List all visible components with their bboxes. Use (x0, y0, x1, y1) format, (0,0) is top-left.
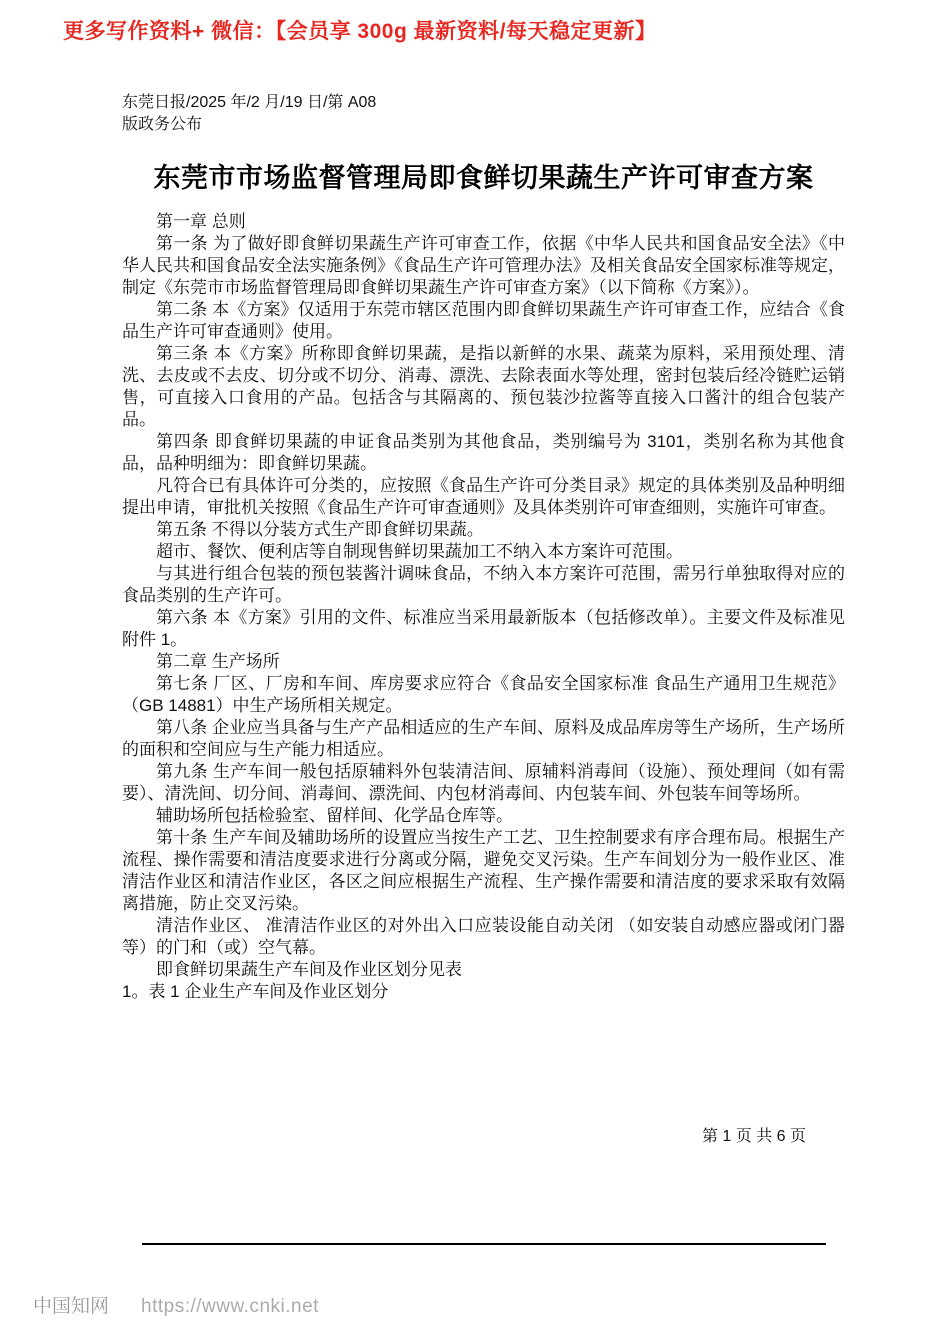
cnki-watermark (33, 1291, 319, 1318)
paragraph: 超市、餐饮、便利店等自制现售鲜切果蔬加工不纳入本方案许可范围。 (156, 542, 683, 561)
paragraph: 第九条 生产车间一般包括原辅料外包装清洁间、原辅料消毒间（设施）、预处理间（如有需要）、清洗间、切分间、消毒间、漂洗间、内包材消毒间、内包装车间、外包装车间等场所。 (122, 762, 845, 803)
paragraph: 第二章 生产场所 (156, 652, 280, 671)
paragraph: 与其进行组合包装的预包装酱汁调味食品，不纳入本方案许可范围，需另行单独取得对应的食品类别的生产许可。 (122, 564, 845, 605)
paragraph: 凡符合已有具体许可分类的，应按照《食品生产许可分类目录》规定的具体类别及品种明细提出申请，审批机关按照《食品生产许可审查通则》及具体类别许可审查细则，实施许可审查。 (122, 476, 845, 517)
paragraph: 第五条 不得以分装方式生产即食鲜切果蔬。 (156, 520, 484, 539)
paragraph: 第十条 生产车间及辅助场所的设置应当按生产工艺、卫生控制要求有序合理布局。根据生产流程、操作需要和清洁度要求进行分离或分隔，避免交叉污染。生产车间划分为一般作业区、准清洁作业区和清洁作业区，各区之间应根据生产流程、生产操作需要和清洁度的要求采取有效隔离措施，防止交叉污染。 (122, 828, 845, 913)
paragraph: 第三条 本《方案》所称即食鲜切果蔬，是指以新鲜的水果、蔬菜为原料，采用预处理、清洗、去皮或不去皮、切分或不切分、消毒、漂洗、去除表面水等处理，密封包装后经冷链贮运销售，可直接入口食用的产品。包括含与其隔离的、预包装沙拉酱等直接入口酱汁的组合包装产品。 (122, 344, 845, 429)
paragraph: 第二条 本《方案》仅适用于东莞市辖区范围内即食鲜切果蔬生产许可审查工作，应结合《食品生产许可审查通则》使用。 (122, 300, 845, 341)
source-citation-line2: 版政务公布 (122, 116, 203, 133)
cnki-url-text: https://www.cnki.net (141, 1296, 319, 1317)
promo-banner-text: 更多写作资料+ 微信：【会员享 300g 最新资料/每天稳定更新】 (63, 20, 657, 43)
paragraph: 即食鲜切果蔬生产车间及作业区划分见表 (156, 960, 462, 979)
footer-divider-line (142, 1243, 826, 1245)
paragraph: 第七条 厂区、厂房和车间、库房要求应符合《食品安全国家标准 食品生产通用卫生规范》（GB 14881）中生产场所相关规定。 (122, 674, 845, 715)
paragraph: 清洁作业区、 准清洁作业区的对外出入口应装设能自动关闭 （如安装自动感应器或闭门器等）的门和（或）空气幕。 (122, 916, 845, 957)
source-citation (122, 92, 376, 136)
source-citation-line1: 东莞日报/2025 年/2 月/19 日/第 A08 (122, 94, 377, 111)
paragraph: 第一章 总则 (156, 212, 246, 231)
paragraph: 第八条 企业应当具备与生产产品相适应的生产车间、原料及成品库房等生产场所，生产场所的面积和空间应与生产能力相适应。 (122, 718, 845, 759)
document-title: 东莞市市场监督管理局即食鲜切果蔬生产许可审查方案 (153, 163, 814, 193)
paragraph: 第一条 为了做好即食鲜切果蔬生产许可审查工作，依据《中华人民共和国食品安全法》《中华人民共和国食品安全法实施条例》《食品生产许可管理办法》及相关食品安全国家标准等规定，制定《东莞市市场监督管理局即食鲜切果蔬生产许可审查方案》（以下简称《方案》）。 (122, 234, 845, 297)
paragraph: 辅助场所包括检验室、留样间、化学品仓库等。 (156, 806, 513, 825)
paragraph: 1。表 1 企业生产车间及作业区划分 (122, 982, 389, 1001)
cnki-brand-label: 中国知网 (33, 1296, 110, 1317)
document-body (122, 211, 845, 1003)
paragraph: 第四条 即食鲜切果蔬的申证食品类别为其他食品，类别编号为 3101，类别名称为其他食品，品种明细为：即食鲜切果蔬。 (122, 432, 845, 473)
page-number: 第 1 页 共 6 页 (701, 1128, 806, 1145)
paragraph: 第六条 本《方案》引用的文件、标准应当采用最新版本（包括修改单）。主要文件及标准见附件 1。 (122, 608, 845, 649)
